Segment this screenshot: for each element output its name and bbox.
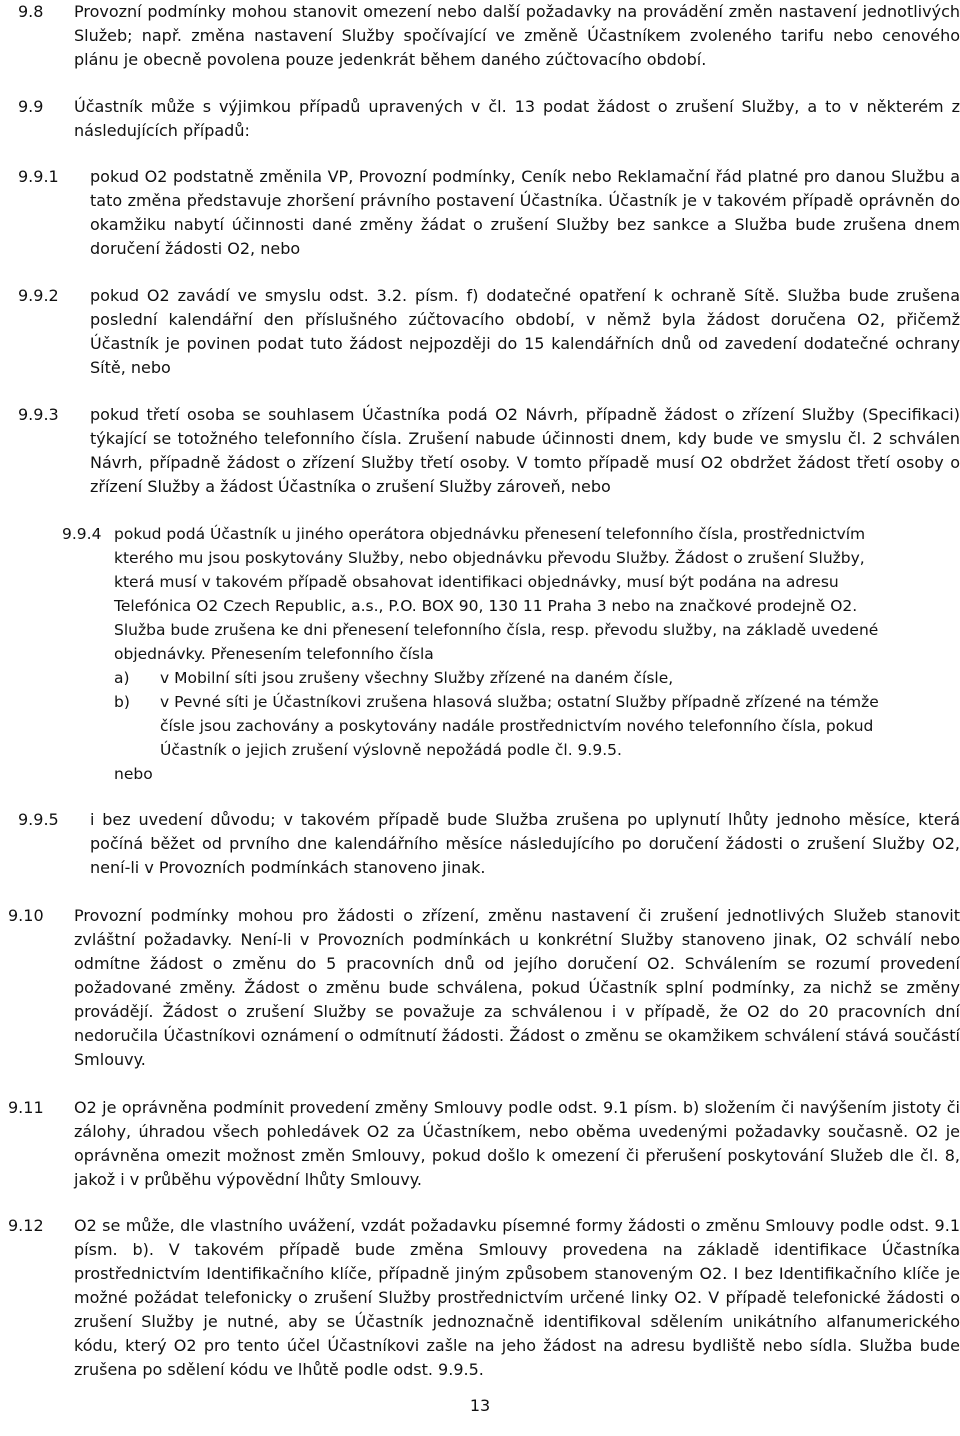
section-text: pokud podá Účastník u jiného operátora objednávku přenesení telefonního čísla, prostřednictvím kterého mu jsou poskytovány Služby, nebo objednávku převodu Služby. Žádost o zrušení Služby, která musí v takovém případě obsahovat identifikaci objednávky, musí být podána na adresu Telefónica O2 Czech Republic, a.s., P.O. BOX 90, 130 11 Praha 3 nebo na značkové prodejně O2. Služba bude zrušena ke dni přenesení telefonního čísla, resp. převodu služby, na základě uvedené objednávky. Přenesením telefonního čísla (114, 525, 879, 663)
section-number: 9.9.1 (18, 167, 59, 186)
section-body (114, 522, 960, 786)
section-number: 9.9.2 (18, 286, 59, 305)
section-text: O2 se může, dle vlastního uvážení, vzdát požadavku písemné formy žádosti o změnu Smlouvy podle odst. 9.1 písm. b). V takovém případě bude změna Smlouvy provedena na základě identifikace Účastníka prostřednictvím Identifikačního klíče, případně jiným způsobem stanoveným O2. I bez Identifikačního klíče je možné požádat telefonicky o zrušení Služby prostřednictvím určené linky O2. V případě telefonické žádosti o zrušení Služby je nutné, aby se Účastník jednoznačně identifikoval sdělením unikátního alfanumerického kódu, který O2 pro tento účel Účastníkovi zašle na jeho žádost na adresu bydliště nebo sídla. Služba bude zrušena po sdělení kódu ve lhůtě podle odst. 9.9.5. (74, 1216, 960, 1379)
section-text: Provozní podmínky mohou stanovit omezení nebo další požadavky na provádění změn nastavení jednotlivých Služeb; např. změna nastavení Služby spočívající ve změně Účastníkem zvoleného tarifu nebo cenového plánu je obecně povolena pouze jedenkrát během daného zúčtovacího období. (74, 2, 960, 69)
section-number: 9.9 (18, 97, 44, 116)
section-text: Účastník může s výjimkou případů upravených v čl. 13 podat žádost o zrušení Služby, a to v některém z následujících případů: (74, 97, 960, 140)
section-9-10 (8, 904, 960, 1072)
list-item-label: b) (114, 693, 130, 711)
list-item (114, 690, 960, 762)
section-number: 9.10 (8, 906, 44, 925)
section-9-9-3 (18, 403, 960, 499)
trailing-text: nebo (114, 765, 153, 783)
section-number: 9.11 (8, 1098, 44, 1117)
section-number: 9.12 (8, 1216, 44, 1235)
section-9-9-2 (18, 284, 960, 380)
list-item (114, 666, 960, 690)
section-9-9 (18, 95, 960, 143)
section-text: i bez uvedení důvodu; v takovém případě bude Služba zrušena po uplynutí lhůty jednoho měsíce, která počíná běžet od prvního dne kalendářního měsíce následujícího po doručení žádosti o zrušení Služby O2, není-li v Provozních podmínkách stanoveno jinak. (90, 810, 960, 877)
section-text: pokud O2 zavádí ve smyslu odst. 3.2. písm. f) dodatečné opatření k ochraně Sítě. Služba bude zrušena poslední kalendářní den příslušného zúčtovacího období, v němž byla žádost doručena O2, přičemž Účastník je povinen podat tuto žádost nejpozději do 15 kalendářních dnů od zavedení dodatečné ochrany Sítě, nebo (90, 286, 960, 377)
section-text: pokud třetí osoba se souhlasem Účastníka podá O2 Návrh, případně žádost o zřízení Služby (Specifikaci) týkající se totožného telefonního čísla. Zrušení nabude účinnosti dnem, kdy bude ve smyslu čl. 2 schválen Návrh, případně žádost o zřízení Služby třetí osoby. V tomto případě musí O2 obdržet žádost třetí osoby o zřízení Služby a žádost Účastníka o zrušení Služby zároveň, nebo (90, 405, 960, 496)
section-number: 9.9.3 (18, 405, 59, 424)
section-text: O2 je oprávněna podmínit provedení změny Smlouvy podle odst. 9.1 písm. b) složením či navýšením jistoty či zálohy, úhradou všech pohledávek O2 za Účastníkem, nebo oběma uvedenými požadavky současně. O2 je oprávněna omezit možnost změn Smlouvy, pokud došlo k omezení či přerušení poskytování Služeb dle čl. 8, jakož i v průběhu výpovědní lhůty Smlouvy. (74, 1098, 960, 1189)
section-9-9-1 (18, 165, 960, 261)
section-text: pokud O2 podstatně změnila VP, Provozní podmínky, Ceník nebo Reklamační řád platné pro danou Službu a tato změna představuje zhoršení právního postavení Účastníka. Účastník je v takovém případě oprávněn do okamžiku nabytí účinnosti dané změny žádat o zrušení Služby bez sankce a Služba bude zrušena dnem doručení žádosti O2, nebo (90, 167, 960, 258)
section-9-9-4 (62, 522, 960, 786)
list-item-text: v Pevné síti je Účastníkovi zrušena hlasová služba; ostatní Služby případně zřízené na témže čísle jsou zachovány a poskytovány nadále prostřednictvím nového telefonního čísla, pokud Účastník o jejich zrušení výslovně nepožádá podle čl. 9.9.5. (160, 693, 879, 759)
section-9-8 (18, 0, 960, 72)
section-number: 9.9.5 (18, 810, 59, 829)
section-9-12 (8, 1214, 960, 1382)
section-number: 9.8 (18, 2, 44, 21)
list-item-label: a) (114, 669, 130, 687)
section-9-9-5 (18, 808, 960, 880)
section-9-11 (8, 1096, 960, 1192)
list-item-text: v Mobilní síti jsou zrušeny všechny Služby zřízené na daném čísle, (160, 669, 674, 687)
section-text: Provozní podmínky mohou pro žádosti o zřízení, změnu nastavení či zrušení jednotlivých Služeb stanovit zvláštní požadavky. Není-li v Provozních podmínkách u konkrétní Služby stanoveno jinak, O2 schválí nebo odmítne žádost o změnu do 5 pracovních dnů od jejího doručení O2. Schválením se rozumí provedení požadované změny. Žádost o změnu bude schválena, pokud Účastník splní podmínky, za nichž se změny provádějí. Žádost o zrušení Služby se považuje za schválenou i v případě, že O2 do 20 pracovních dní nedoručila Účastníkovi oznámení o odmítnutí žádosti. Žádost o změnu se okamžikem schválení stává součástí Smlouvy. (74, 906, 960, 1069)
section-number: 9.9.4 (62, 525, 102, 543)
page-number: 13 (469, 1396, 491, 1415)
